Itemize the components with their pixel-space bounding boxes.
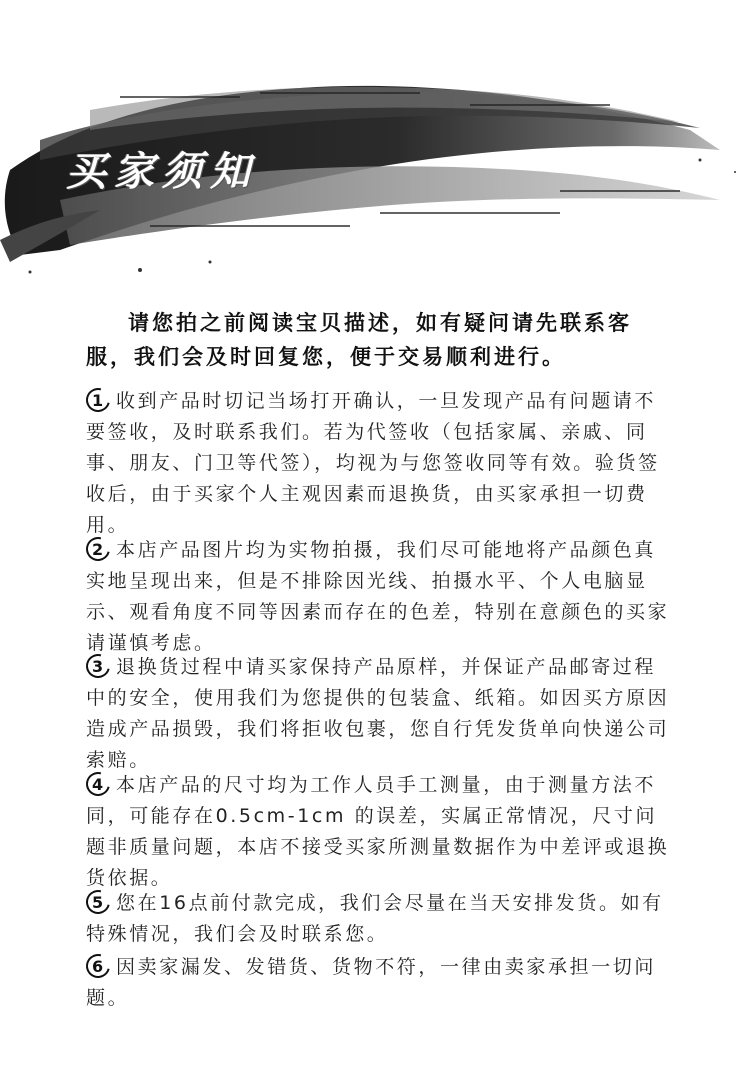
intro-text: 请您拍之前阅读宝贝描述，如有疑问请先联系客服，我们会及时回复您，便于交易顺利进行。 bbox=[86, 311, 632, 369]
number-badge-icon: 6 bbox=[86, 954, 108, 976]
number-badge-icon: 1 bbox=[86, 388, 108, 410]
notice-text: 您在16点前付款完成，我们会尽量在当天安排发货。如有特殊情况，我们会及时联系您。 bbox=[86, 892, 664, 945]
number-badge-icon: 3 bbox=[86, 654, 108, 676]
notice-item bbox=[86, 952, 676, 1014]
notice-text: 因卖家漏发、发错货、货物不符，一律由卖家承担一切问题。 bbox=[86, 956, 657, 1009]
number-badge-icon: 2 bbox=[86, 537, 108, 559]
ink-brush-banner bbox=[0, 0, 750, 300]
notice-item bbox=[86, 535, 676, 659]
notice-item bbox=[86, 888, 676, 950]
intro-paragraph bbox=[86, 306, 676, 374]
notice-item bbox=[86, 770, 676, 894]
notice-text: 本店产品的尺寸均为工作人员手工测量，由于测量方法不同，可能存在0.5cm-1cm 的误差，实属正常情况，尺寸问题非质量问题，本店不接受买家所测量数据作为中差评或退换货依据。 bbox=[86, 774, 670, 889]
notice-item bbox=[86, 652, 676, 776]
notice-text: 退换货过程中请买家保持产品原样，并保证产品邮寄过程中的安全，使用我们为您提供的包装盒、纸箱。如因买方原因造成产品损毁，我们将拒收包裹，您自行凭发货单向快递公司索赔。 bbox=[86, 656, 670, 771]
number-badge-icon: 4 bbox=[86, 772, 108, 794]
notice-text: 收到产品时切记当场打开确认，一旦发现产品有问题请不要签收，及时联系我们。若为代签收（包括家属、亲戚、同事、朋友、门卫等代签），均视为与您签收同等有效。验货签收后，由于买家个人主观因素而退换货，由买家承担一切费用。 bbox=[86, 390, 660, 536]
banner-title: 买家须知 bbox=[66, 148, 258, 195]
notice-item bbox=[86, 386, 676, 541]
notice-text: 本店产品图片均为实物拍摄，我们尽可能地将产品颜色真实地呈现出来，但是不排除因光线、拍摄水平、个人电脑显示、观看角度不同等因素而存在的色差，特别在意颜色的买家请谨慎考虑。 bbox=[86, 539, 670, 654]
number-badge-icon: 5 bbox=[86, 890, 108, 912]
